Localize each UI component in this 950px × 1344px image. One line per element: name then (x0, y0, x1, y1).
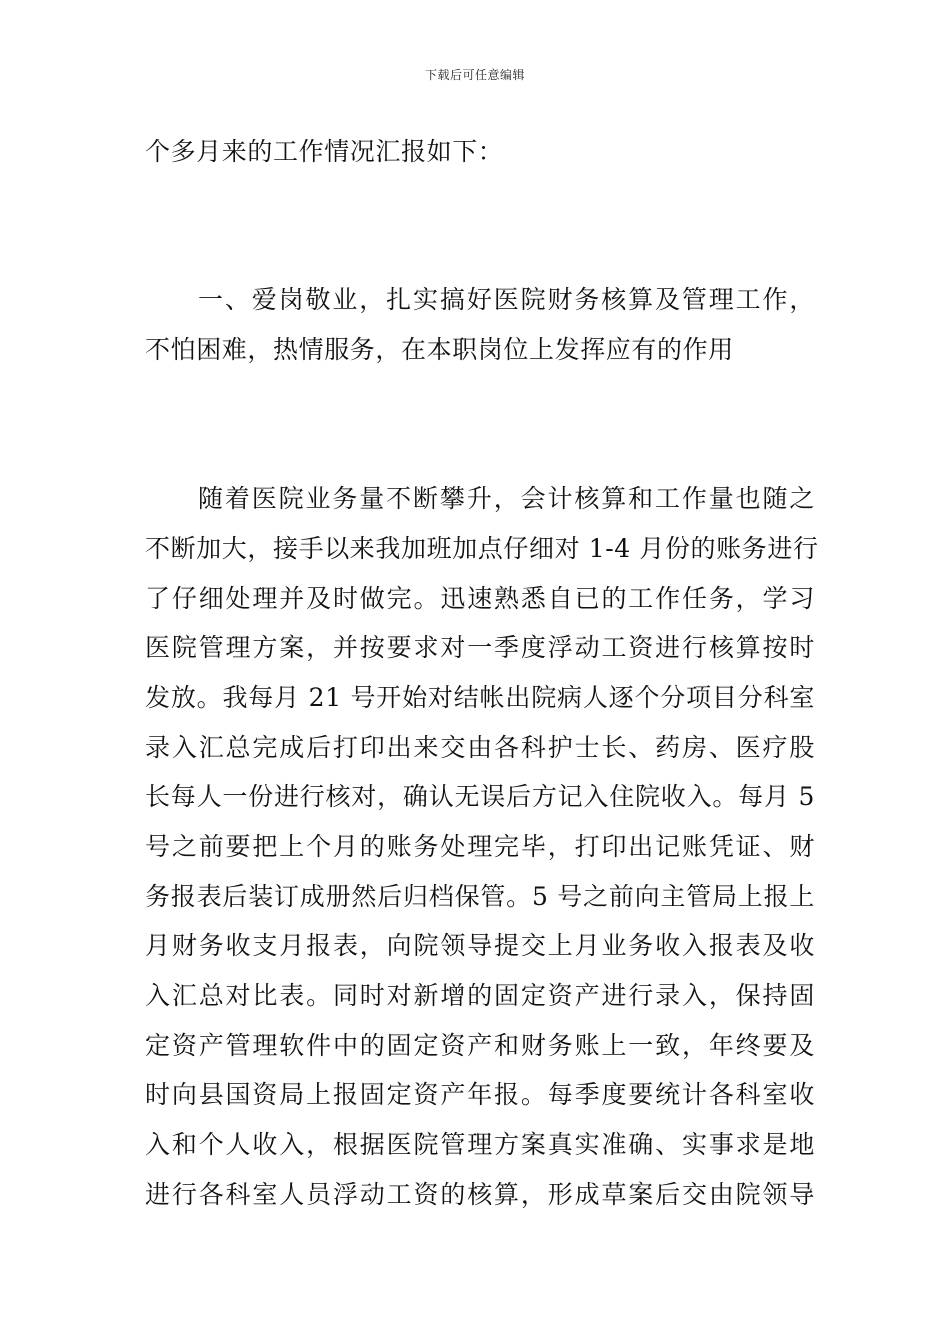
paragraph-line: 进行各科室人员浮动工资的核算，形成草案后交由院领导 (145, 1180, 815, 1209)
paragraph-line: 了仔细处理并及时做完。迅速熟悉自已的工作任务，学习 (145, 584, 815, 613)
paragraph-line: 入汇总对比表。同时对新增的固定资产进行录入，保持固 (145, 981, 815, 1010)
paragraph-line: 号之前要把上个月的账务处理完毕，打印出记账凭证、财 (145, 832, 815, 861)
paragraph-line: 随着医院业务量不断攀升，会计核算和工作量也随之 (198, 484, 815, 513)
section-heading-line: 不怕困难，热情服务，在本职岗位上发挥应有的作用 (145, 335, 734, 364)
paragraph-line: 发放。我每月 21 号开始对结帐出院病人逐个分项目分科室 (145, 683, 815, 712)
section-heading-line: 一、爱岗敬业，扎实搞好医院财务核算及管理工作， (198, 285, 815, 314)
paragraph-line: 月财务收支月报表，向院领导提交上月业务收入报表及收 (145, 931, 815, 960)
intro-line: 个多月来的工作情况汇报如下： (145, 137, 504, 166)
paragraph-line: 时向县国资局上报固定资产年报。每季度要统计各科室收 (145, 1080, 815, 1109)
paragraph-line: 长每人一份进行核对，确认无误后方记入住院收入。每月 5 (145, 782, 815, 811)
paragraph-line: 医院管理方案，并按要求对一季度浮动工资进行核算按时 (145, 633, 815, 662)
page-header-note: 下载后可任意编辑 (424, 68, 525, 82)
paragraph-line: 入和个人收入，根据医院管理方案真实准确、实事求是地 (145, 1130, 815, 1159)
paragraph-line: 定资产管理软件中的固定资产和财务账上一致，年终要及 (145, 1031, 815, 1060)
paragraph-line: 不断加大，接手以来我加班加点仔细对 1-4 月份的账务进行 (145, 534, 819, 563)
paragraph-line: 录入汇总完成后打印出来交由各科护士长、药房、医疗股 (145, 733, 815, 762)
paragraph-line: 务报表后装订成册然后归档保管。5 号之前向主管局上报上 (145, 882, 815, 911)
